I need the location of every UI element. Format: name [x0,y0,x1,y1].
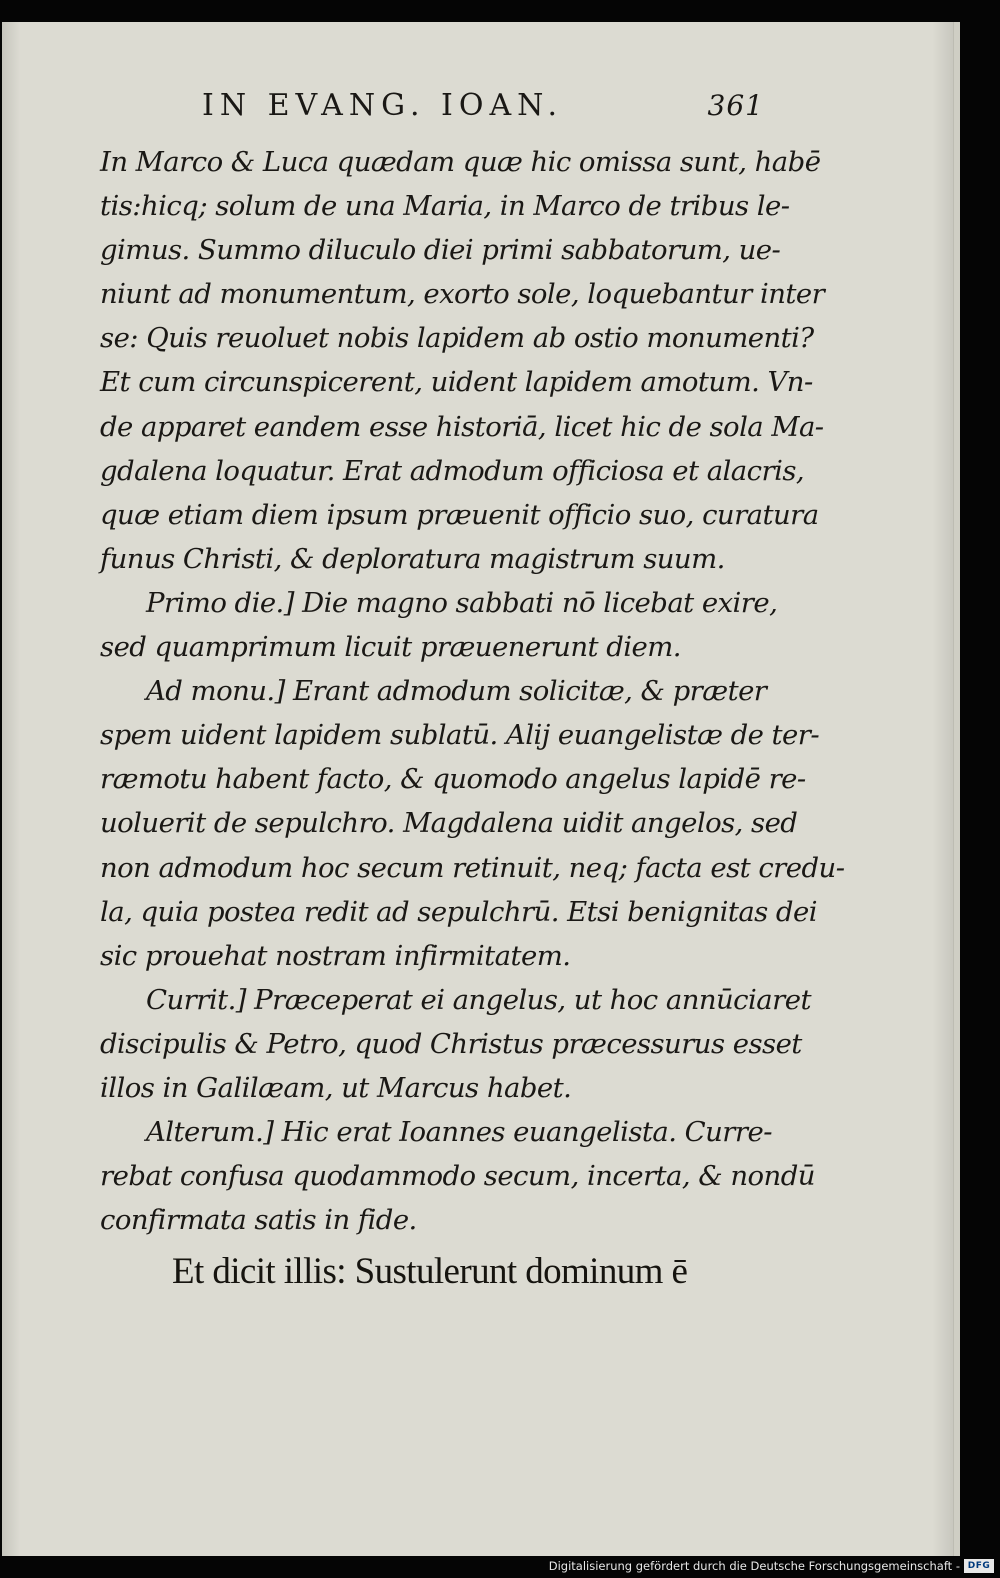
text-line: spem uident lapidem sublatū. Alij euangelistæ de ter- [100,719,820,752]
page-edge [953,22,960,1556]
lemma-line: Currit.] Præceperat ei angelus, ut hoc annūciaret [146,983,811,1016]
text-line: tis:hicq; solum de una Maria, in Marco de tribus le- [100,190,790,223]
text-line: confirmata satis in fide. [100,1204,417,1237]
text-line: sed quamprimum licuit præuenerunt diem. [100,631,681,664]
text-line: Et cum circunspicerent, uident lapidem amotum. Vn- [100,366,813,399]
page-number: 361 [707,89,764,122]
digitization-credit [549,1557,994,1575]
text-line: se: Quis reuoluet nobis lapidem ab ostio monumenti? [100,322,814,355]
text-line: niunt ad monumentum, exorto sole, loquebantur inter [100,278,825,311]
text-line: discipulis & Petro, quod Christus præcessurus esset [100,1027,802,1060]
text-line: non admodum hoc secum retinuit, neq; facta est credu- [100,851,845,884]
text-block [100,88,845,1293]
book-page [2,22,960,1556]
text-line: illos in Galilæam, ut Marcus habet. [100,1071,572,1104]
text-line: In Marco & Luca quædam quæ hic omissa sunt, habē [100,146,821,178]
running-title: IN EVANG. IOAN. [202,88,564,123]
credit-text: Digitalisierung gefördert durch die Deutsche Forschungsgemeinschaft - [548,1559,960,1573]
text-line: la, quia postea redit ad sepulchrū. Etsi benignitas dei [100,895,817,928]
text-line: sic prouehat nostram infirmitatem. [100,939,571,972]
text-line: funus Christi, & deploratura magistrum suum. [100,542,725,575]
text-line: quæ etiam diem ipsum præuenit officio suo, curatura [100,498,819,531]
running-head [100,88,770,140]
catchword-line: Et dicit illis: Sustulerunt dominum ē [172,1251,688,1293]
text-line: ræmotu habent facto, & quomodo angelus lapidē re- [100,763,806,796]
text-line: gimus. Summo diluculo diei primi sabbatorum, ue- [100,234,781,267]
text-line: uoluerit de sepulchro. Magdalena uidit angelos, sed [100,807,798,840]
lemma-line: Ad monu.] Erant admodum solicitæ, & præter [146,675,767,708]
lemma-line: Alterum.] Hic erat Ioannes euangelista. Curre- [146,1116,772,1149]
lemma-line: Primo die.] Die magno sabbati nō licebat exire, [146,586,778,619]
text-line: rebat confusa quodammodo secum, incerta, & nondū [100,1160,815,1193]
text-line: de apparet eandem esse historiā, licet hic de sola Ma- [100,410,824,443]
dfg-logo-icon: DFG [964,1559,994,1573]
text-line: gdalena loquatur. Erat admodum officiosa et alacris, [100,454,805,487]
